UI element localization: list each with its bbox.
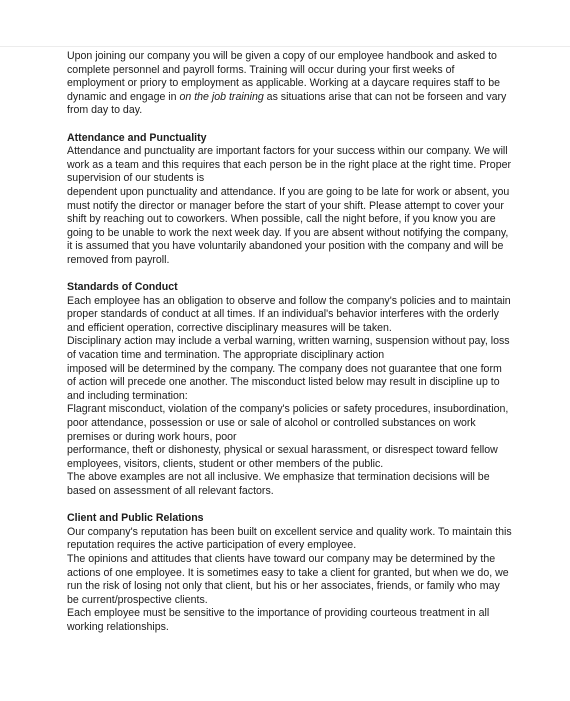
conduct-paragraph-5: performance, theft or dishonesty, physical or sexual harassment, or disrespect toward fellow employees, visitors, clients, student or other members of the public. (67, 444, 498, 470)
intro-text: Upon joining our company you will be given a copy of our employee handbook and asked to complete personnel and payroll forms. Training will occur during your first weeks of employment or priory to employment as applicable. Working at a daycare requires staff to be dynamic and engage in (67, 50, 500, 103)
intro-italic-text: on the job training (179, 90, 264, 103)
top-bar (0, 0, 570, 47)
attendance-paragraph-1: Attendance and punctuality are important factors for your success within our company. We will work as a team and this requires that each person be in the right place at the right time. Proper supervision of our students is (67, 145, 512, 185)
relations-heading: Client and Public Relations (67, 512, 204, 525)
conduct-paragraph-3: imposed will be determined by the company. The company does not guarantee that one form of action will precede one another. The misconduct listed below may result in discipline up to and including termination: (67, 362, 502, 402)
intro-text-end: as situations arise that can not be forseen and vary from day to day. (67, 90, 507, 117)
conduct-paragraph-6: The above examples are not all inclusive. We emphasize that termination decisions will be based on assessment of all relevant factors. (67, 471, 490, 497)
relations-paragraph-1: Our company's reputation has been built on excellent service and quality work. To maintain this reputation requires the active participation of every employee. (67, 525, 512, 552)
attendance-heading: Attendance and Punctuality (67, 131, 207, 144)
attendance-paragraph-2: dependent upon punctuality and attendance. If you are going to be late for work or absent, you must notify the director or manager before the start of your shift. Please attempt to cover your shift by reaching out to coworkers. When possible, call the night before, if you know you are going to be unable to work the next week day. If you are absent without notifying the company, it is assumed that you have voluntarily abandoned your position with the company and will be removed from payroll. (67, 185, 510, 266)
document-body (67, 50, 512, 635)
relations-paragraph-2: The opinions and attitudes that clients have toward our company may be determined by the actions of one employee. It is sometimes easy to take a client for granted, but when we do, we run the risk of losing not only that client, but his or her associates, friends, or family who may be current/prospective clients. (67, 552, 509, 606)
conduct-paragraph-2: Disciplinary action may include a verbal warning, written warning, suspension without pay, loss of vacation time and termination. The appropriate disciplinary action (67, 335, 510, 362)
conduct-heading: Standards of Conduct (67, 281, 178, 294)
conduct-paragraph-4: Flagrant misconduct, violation of the company's policies or safety procedures, insubordination, poor attendance, possession or use or sale of alcohol or controlled substances on work premises or during work hours, poor (67, 403, 509, 443)
intro-paragraph (67, 50, 512, 118)
relations-paragraph-3: Each employee must be sensitive to the importance of providing courteous treatment in all working relationships. (67, 607, 490, 633)
conduct-paragraph-1: Each employee has an obligation to observe and follow the company's policies and to maintain proper standards of conduct at all times. If an individual's behavior interferes with the orderly and efficient operation, corrective disciplinary measures will be taken. (67, 294, 511, 334)
